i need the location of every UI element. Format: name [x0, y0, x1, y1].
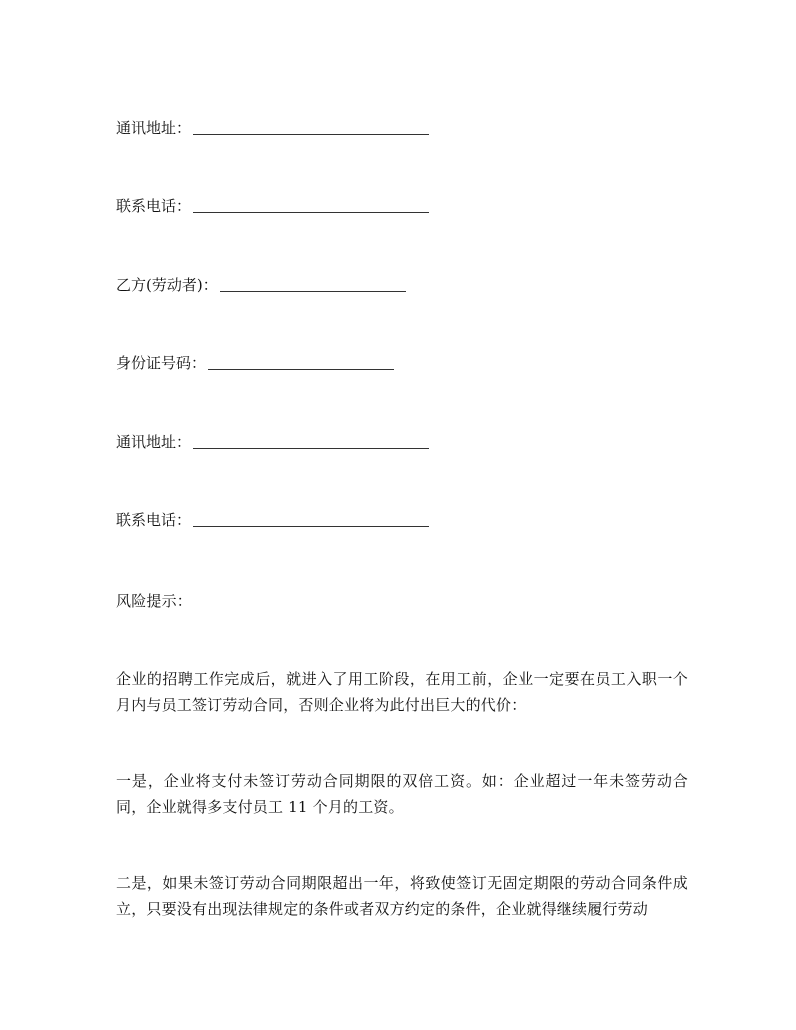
field-label: 身份证号码： [116, 354, 207, 372]
blank-line[interactable] [220, 277, 406, 292]
blank-line[interactable] [193, 120, 429, 135]
field-label: 联系电话： [116, 197, 192, 215]
field-address-party-b [116, 432, 429, 452]
blank-line[interactable] [193, 434, 429, 449]
field-address-party-a [116, 118, 429, 138]
field-party-b [116, 275, 406, 295]
field-label: 联系电话： [116, 511, 192, 529]
field-label: 通讯地址： [116, 433, 192, 451]
field-phone-party-b [116, 510, 429, 530]
blank-line[interactable] [193, 198, 429, 213]
paragraph-point-one: 一是，企业将支付未签订劳动合同期限的双倍工资。如：企业超过一年未签劳动合同，企业就得多支付员工 11 个月的工资。 [116, 772, 688, 816]
field-label: 通讯地址： [116, 119, 192, 137]
field-phone-party-a [116, 196, 429, 216]
risk-heading: 风险提示： [116, 592, 193, 610]
blank-line[interactable] [193, 512, 429, 527]
blank-line[interactable] [208, 355, 394, 370]
paragraph-point-two: 二是，如果未签订劳动合同期限超出一年，将致使签订无固定期限的劳动合同条件成立，只要没有出现法律规定的条件或者双方约定的条件，企业就得继续履行劳动 [116, 874, 688, 918]
field-label: 乙方(劳动者)： [116, 276, 218, 294]
field-id-number [116, 353, 394, 373]
paragraph-intro: 企业的招聘工作完成后，就进入了用工阶段，在用工前，企业一定要在员工入职一个月内与员工签订劳动合同，否则企业将为此付出巨大的代价： [116, 670, 688, 714]
